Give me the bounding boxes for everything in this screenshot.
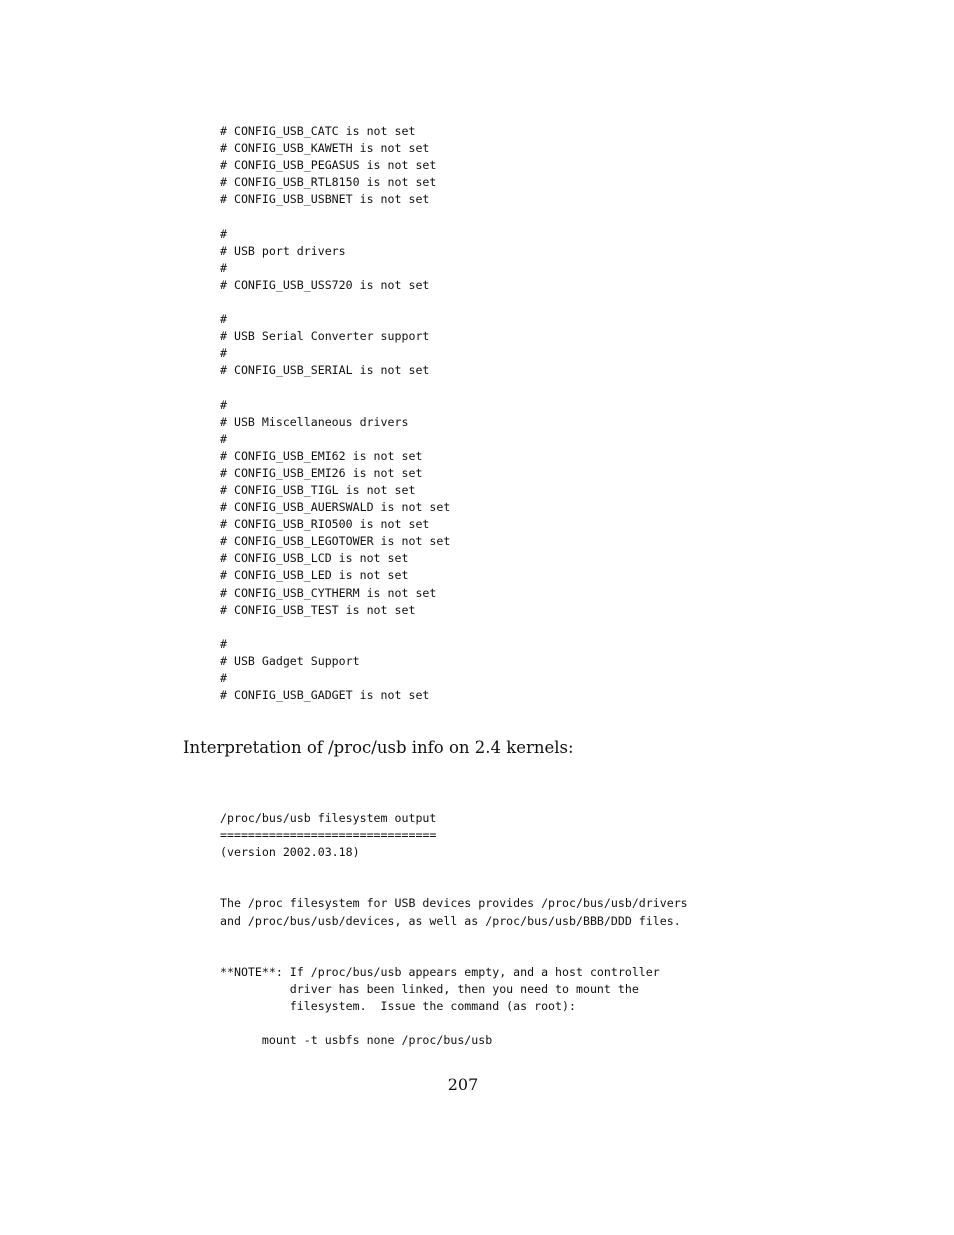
code-line: # — [220, 636, 227, 651]
code-line: # CONFIG_USB_SERIAL is not set — [220, 363, 430, 378]
code-line: # — [220, 397, 227, 412]
kernel-config-listing — [220, 123, 450, 704]
code-line: # CONFIG_USB_TEST is not set — [220, 602, 416, 617]
code-line: filesystem. Issue the command (as root): — [220, 999, 576, 1014]
code-line: # CONFIG_USB_USS720 is not set — [220, 277, 430, 292]
code-line: driver has been linked, then you need to mount the — [220, 981, 639, 996]
code-line: # CONFIG_USB_GADGET is not set — [220, 688, 430, 703]
code-line: # CONFIG_USB_EMI26 is not set — [220, 465, 423, 480]
code-line: mount -t usbfs none /proc/bus/usb — [220, 1033, 493, 1048]
code-line: # CONFIG_USB_TIGL is not set — [220, 482, 416, 497]
code-line: The /proc filesystem for USB devices provides /proc/bus/usb/drivers — [220, 896, 688, 911]
code-line: # USB Miscellaneous drivers — [220, 414, 409, 429]
code-line: and /proc/bus/usb/devices, as well as /proc/bus/usb/BBB/DDD files. — [220, 913, 681, 928]
code-line: # CONFIG_USB_KAWETH is not set — [220, 141, 430, 156]
code-line: # CONFIG_USB_RTL8150 is not set — [220, 175, 437, 190]
code-line: # — [220, 260, 227, 275]
page-number: 207 — [447, 1075, 479, 1094]
code-line: # — [220, 671, 227, 685]
code-line: # — [220, 346, 227, 361]
code-line: # — [220, 226, 227, 241]
code-line: # CONFIG_USB_RIO500 is not set — [220, 517, 430, 532]
code-line: # — [220, 431, 227, 446]
code-line: # CONFIG_USB_AUERSWALD is not set — [220, 500, 451, 515]
code-line: /proc/bus/usb filesystem output — [220, 811, 437, 825]
code-line: # CONFIG_USB_CATC is not set — [220, 124, 416, 138]
code-line: # CONFIG_USB_PEGASUS is not set — [220, 158, 437, 173]
code-line: # — [220, 312, 227, 327]
code-line: # CONFIG_USB_EMI62 is not set — [220, 448, 423, 463]
code-line: # CONFIG_USB_LED is not set — [220, 568, 409, 583]
code-line: # CONFIG_USB_USBNET is not set — [220, 192, 430, 207]
code-line: =============================== — [220, 828, 437, 843]
interpretation-heading: Interpretation of /proc/usb info on 2.4 kernels: — [183, 738, 574, 757]
code-line: **NOTE**: If /proc/bus/usb appears empty, and a host controller — [220, 964, 660, 979]
code-line: # USB port drivers — [220, 243, 346, 258]
code-line: # CONFIG_USB_LEGOTOWER is not set — [220, 534, 451, 549]
code-line: (version 2002.03.18) — [220, 845, 360, 860]
code-line: # USB Serial Converter support — [220, 329, 430, 344]
code-line: # USB Gadget Support — [220, 653, 360, 668]
code-line: # CONFIG_USB_CYTHERM is not set — [220, 585, 437, 600]
proc-bus-usb-listing — [220, 810, 688, 1049]
code-line: # CONFIG_USB_LCD is not set — [220, 551, 409, 566]
